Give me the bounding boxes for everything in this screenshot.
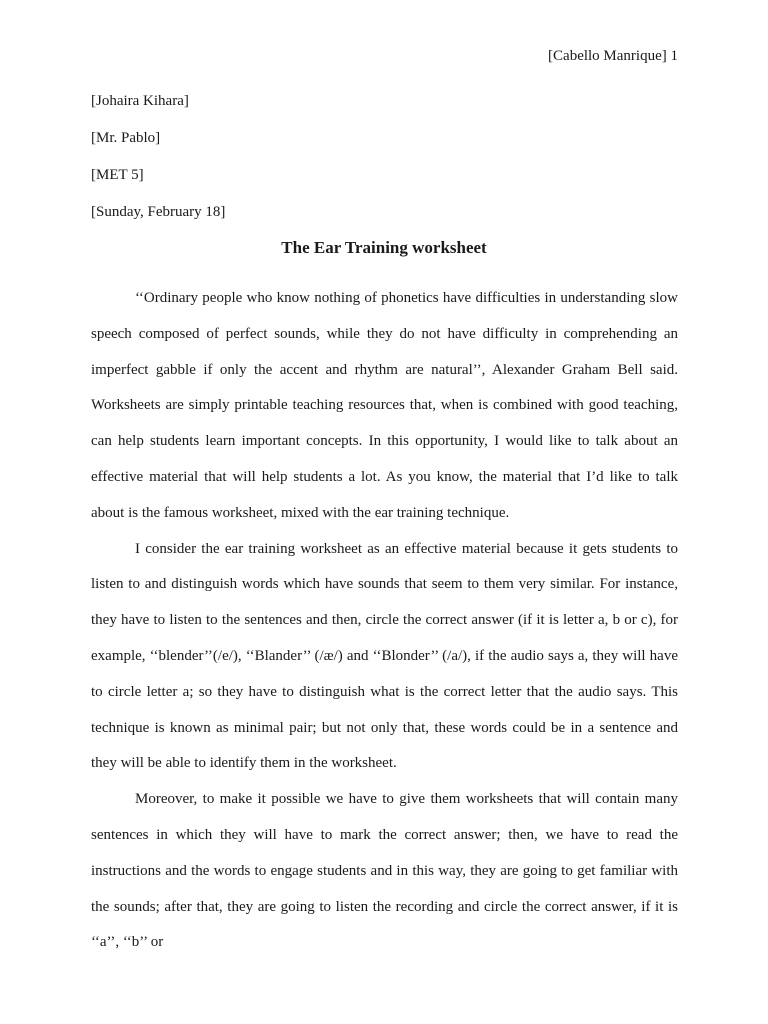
paragraph: Moreover, to make it possible we have to give them worksheets that will contain many sentences in which they will have to mark the correct answer; then, we have to read the instructions and the words to engage students and in this way, they are going to get familiar with the sounds; after that, they are going to listen the recording and circle the correct answer, if it is ‘‘a’’, ‘‘b’’ or bbox=[91, 791, 678, 951]
document-title: The Ear Training worksheet bbox=[281, 238, 487, 257]
paragraph: ‘‘Ordinary people who know nothing of phonetics have difficulties in understanding slow speech composed of perfect sounds, while they do not have difficulty in comprehending an imperfect gabble if only the accent and rhythm are natural’’, Alexander Graham Bell said. Worksheets are simply printable teaching resources that, when is combined with good teaching, can help students learn important concepts. In this opportunity, I would like to talk about an effective material that will help students a lot. As you know, the material that I’d like to talk about is the famous worksheet, mixed with the ear training technique. bbox=[91, 290, 678, 521]
running-header: [Cabello Manrique] 1 bbox=[548, 48, 678, 64]
course-name: [MET 5] bbox=[91, 167, 144, 183]
document-date: [Sunday, February 18] bbox=[91, 204, 226, 220]
teacher-name: [Mr. Pablo] bbox=[91, 130, 161, 146]
document-body bbox=[91, 281, 678, 961]
student-name: [Johaira Kihara] bbox=[91, 93, 189, 109]
heading-block bbox=[91, 91, 681, 239]
paragraph: I consider the ear training worksheet as an effective material because it gets students to listen to and distinguish words which have sounds that seem to them very similar. For instance, they have to listen to the sentences and then, circle the correct answer (if it is letter a, b or c), for example, ‘‘blender’’(/e/), ‘‘Blander’’ (/æ/) and ‘‘Blonder’’ (/a/), if the audio says a, they will have to circle letter a; so they have to distinguish what is the correct letter that the audio says. This technique is known as minimal pair; but not only that, these words could be in a sentence and they will be able to identify them in the worksheet. bbox=[91, 540, 678, 772]
